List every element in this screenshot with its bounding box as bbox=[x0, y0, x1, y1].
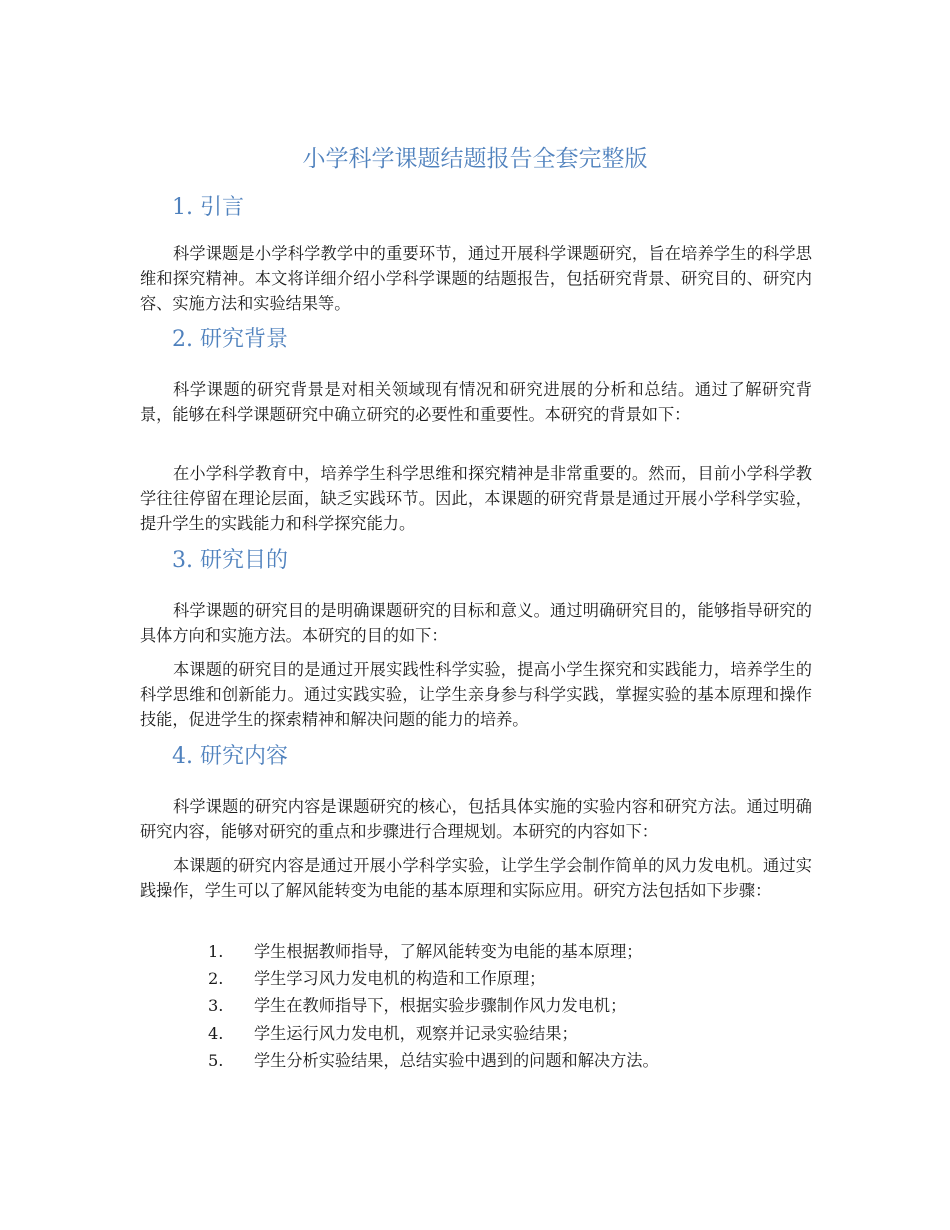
list-item bbox=[0, 1020, 950, 1047]
list-item bbox=[0, 1047, 950, 1074]
section-introduction-paragraph: 科学课题是小学科学教学中的重要环节，通过开展科学课题研究，旨在培养学生的科学思维和探究精神。本文将详细介绍小学科学课题的结题报告，包括研究背景、研究目的、研究内容、实施方法和实验结果等。 bbox=[140, 244, 812, 313]
list-item-text: 学生根据教师指导，了解风能转变为电能的基本原理； bbox=[254, 942, 643, 961]
section-background-paragraph-2: 在小学科学教育中，培养学生科学思维和探究精神是非常重要的。然而，目前小学科学教学往往停留在理论层面，缺乏实践环节。因此，本课题的研究背景是通过开展小学科学实验，提升学生的实践能力和科学探究能力。 bbox=[140, 464, 812, 533]
list-item-number: 4. bbox=[208, 1023, 224, 1043]
list-item bbox=[0, 992, 950, 1019]
list-item-text: 学生学习风力发电机的构造和工作原理； bbox=[254, 969, 546, 989]
section-heading-background: 2. 研究背景 bbox=[172, 327, 288, 352]
section-content-paragraph-1: 科学课题的研究内容是课题研究的核心，包括具体实施的实验内容和研究方法。通过明确研究内容，能够对研究的重点和步骤进行合理规划。本研究的内容如下： bbox=[140, 797, 812, 841]
section-heading-introduction: 1. 引言 bbox=[172, 195, 244, 220]
method-steps-list bbox=[0, 938, 950, 1074]
list-item-number: 5. bbox=[208, 1050, 224, 1070]
list-item-number: 2. bbox=[208, 969, 224, 989]
list-item-number: 1. bbox=[208, 942, 224, 961]
section-content-paragraph-2: 本课题的研究内容是通过开展小学科学实验，让学生学会制作简单的风力发电机。通过实践操作，学生可以了解风能转变为电能的基本原理和实际应用。研究方法包括如下步骤： bbox=[140, 856, 812, 900]
section-heading-content: 4. 研究内容 bbox=[172, 744, 288, 769]
list-item-text: 学生分析实验结果，总结实验中遇到的问题和解决方法。 bbox=[254, 1050, 659, 1070]
list-item-text: 学生在教师指导下，根据实验步骤制作风力发电机； bbox=[254, 996, 627, 1016]
section-purpose-paragraph-2: 本课题的研究目的是通过开展实践性科学实验，提高小学生探究和实践能力，培养学生的科学思维和创新能力。通过实践实验，让学生亲身参与科学实践，掌握实验的基本原理和操作技能，促进学生的探索精神和解决问题的能力的培养。 bbox=[140, 660, 812, 729]
list-item bbox=[0, 938, 950, 965]
section-background-paragraph-1: 科学课题的研究背景是对相关领域现有情况和研究进展的分析和总结。通过了解研究背景，能够在科学课题研究中确立研究的必要性和重要性。本研究的背景如下： bbox=[140, 380, 812, 424]
section-heading-purpose: 3. 研究目的 bbox=[172, 548, 288, 573]
list-item bbox=[0, 965, 950, 992]
list-item-number: 3. bbox=[208, 996, 224, 1016]
document-title: 小学科学课题结题报告全套完整版 bbox=[302, 146, 648, 172]
section-purpose-paragraph-1: 科学课题的研究目的是明确课题研究的目标和意义。通过明确研究目的，能够指导研究的具体方向和实施方法。本研究的目的如下： bbox=[140, 601, 812, 645]
list-item-text: 学生运行风力发电机，观察并记录实验结果； bbox=[254, 1023, 578, 1043]
